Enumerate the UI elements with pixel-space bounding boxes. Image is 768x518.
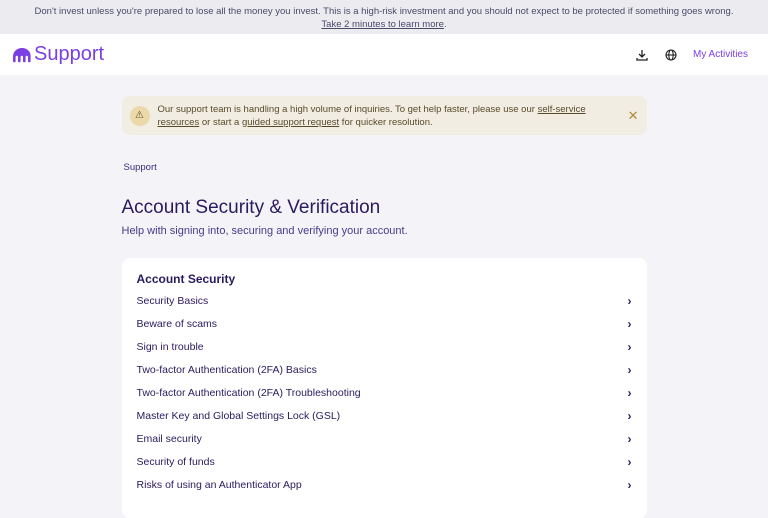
chevron-right-icon: › [627,477,632,492]
list-item[interactable] [137,336,632,359]
list-item-label: Security Basics [136,295,209,308]
risk-warning-banner [0,0,768,34]
list-item-label: Beware of scams [136,318,218,331]
learn-more-link[interactable]: Take 2 minutes to learn more [321,19,444,30]
high-volume-notice [122,96,647,135]
list-item[interactable] [137,382,632,405]
breadcrumb[interactable]: Support [123,162,157,173]
list-item-label: Master Key and Global Settings Lock (GSL) [136,409,341,422]
list-item-label: Security of funds [136,455,215,468]
list-item[interactable] [137,290,632,313]
list-item[interactable] [137,359,632,382]
kraken-logo-icon [12,47,32,63]
logo-text: Support [34,43,105,65]
list-item-label: Sign in trouble [136,341,204,354]
self-service-link[interactable]: self-service resources [157,103,586,128]
risk-text: Don't invest unless you're prepared to lose all the money you invest. This is a high-risk investment and you should not expect to be protected if something goes wrong. [34,6,734,17]
guided-support-link[interactable]: guided support request [241,116,340,128]
page-subtitle: Help with signing into, securing and verifying your account. [121,225,408,237]
close-icon[interactable]: ✕ [627,108,639,123]
notice-text: Our support team is handling a high volume of inquiries. To get help faster, please use our [157,103,538,115]
list-item[interactable] [137,404,632,427]
chevron-right-icon: › [627,386,632,400]
list-item-label: Risks of using an Authenticator App [136,478,302,491]
chevron-right-icon: › [627,317,632,332]
chevron-right-icon: › [627,294,632,309]
list-item[interactable] [137,427,632,450]
list-item-label: Two-factor Authentication (2FA) Basics [136,364,317,377]
period: . [443,19,447,30]
chevron-right-icon: › [627,431,632,446]
my-activities-link[interactable]: My Activities [692,49,748,60]
chevron-right-icon: › [627,340,632,355]
list-item[interactable] [137,313,632,336]
header [0,34,768,75]
list-item[interactable] [137,473,632,496]
section-title: Account Security [136,272,236,286]
notice-text: for quicker resolution. [339,116,433,128]
chevron-right-icon: › [627,363,632,378]
page-title: Account Security & Verification [121,197,381,218]
download-icon[interactable] [635,48,649,62]
list-item-label: Email security [136,432,202,445]
chevron-right-icon: › [627,408,632,423]
notice-text: or start a [199,116,242,128]
logo[interactable] [12,43,104,66]
globe-icon[interactable] [664,48,678,62]
list-item[interactable] [137,450,632,473]
warning-icon: ⚠ [130,106,150,126]
chevron-right-icon: › [627,454,632,469]
list-item-label: Two-factor Authentication (2FA) Troubleshooting [136,387,361,399]
account-security-card [122,258,647,518]
